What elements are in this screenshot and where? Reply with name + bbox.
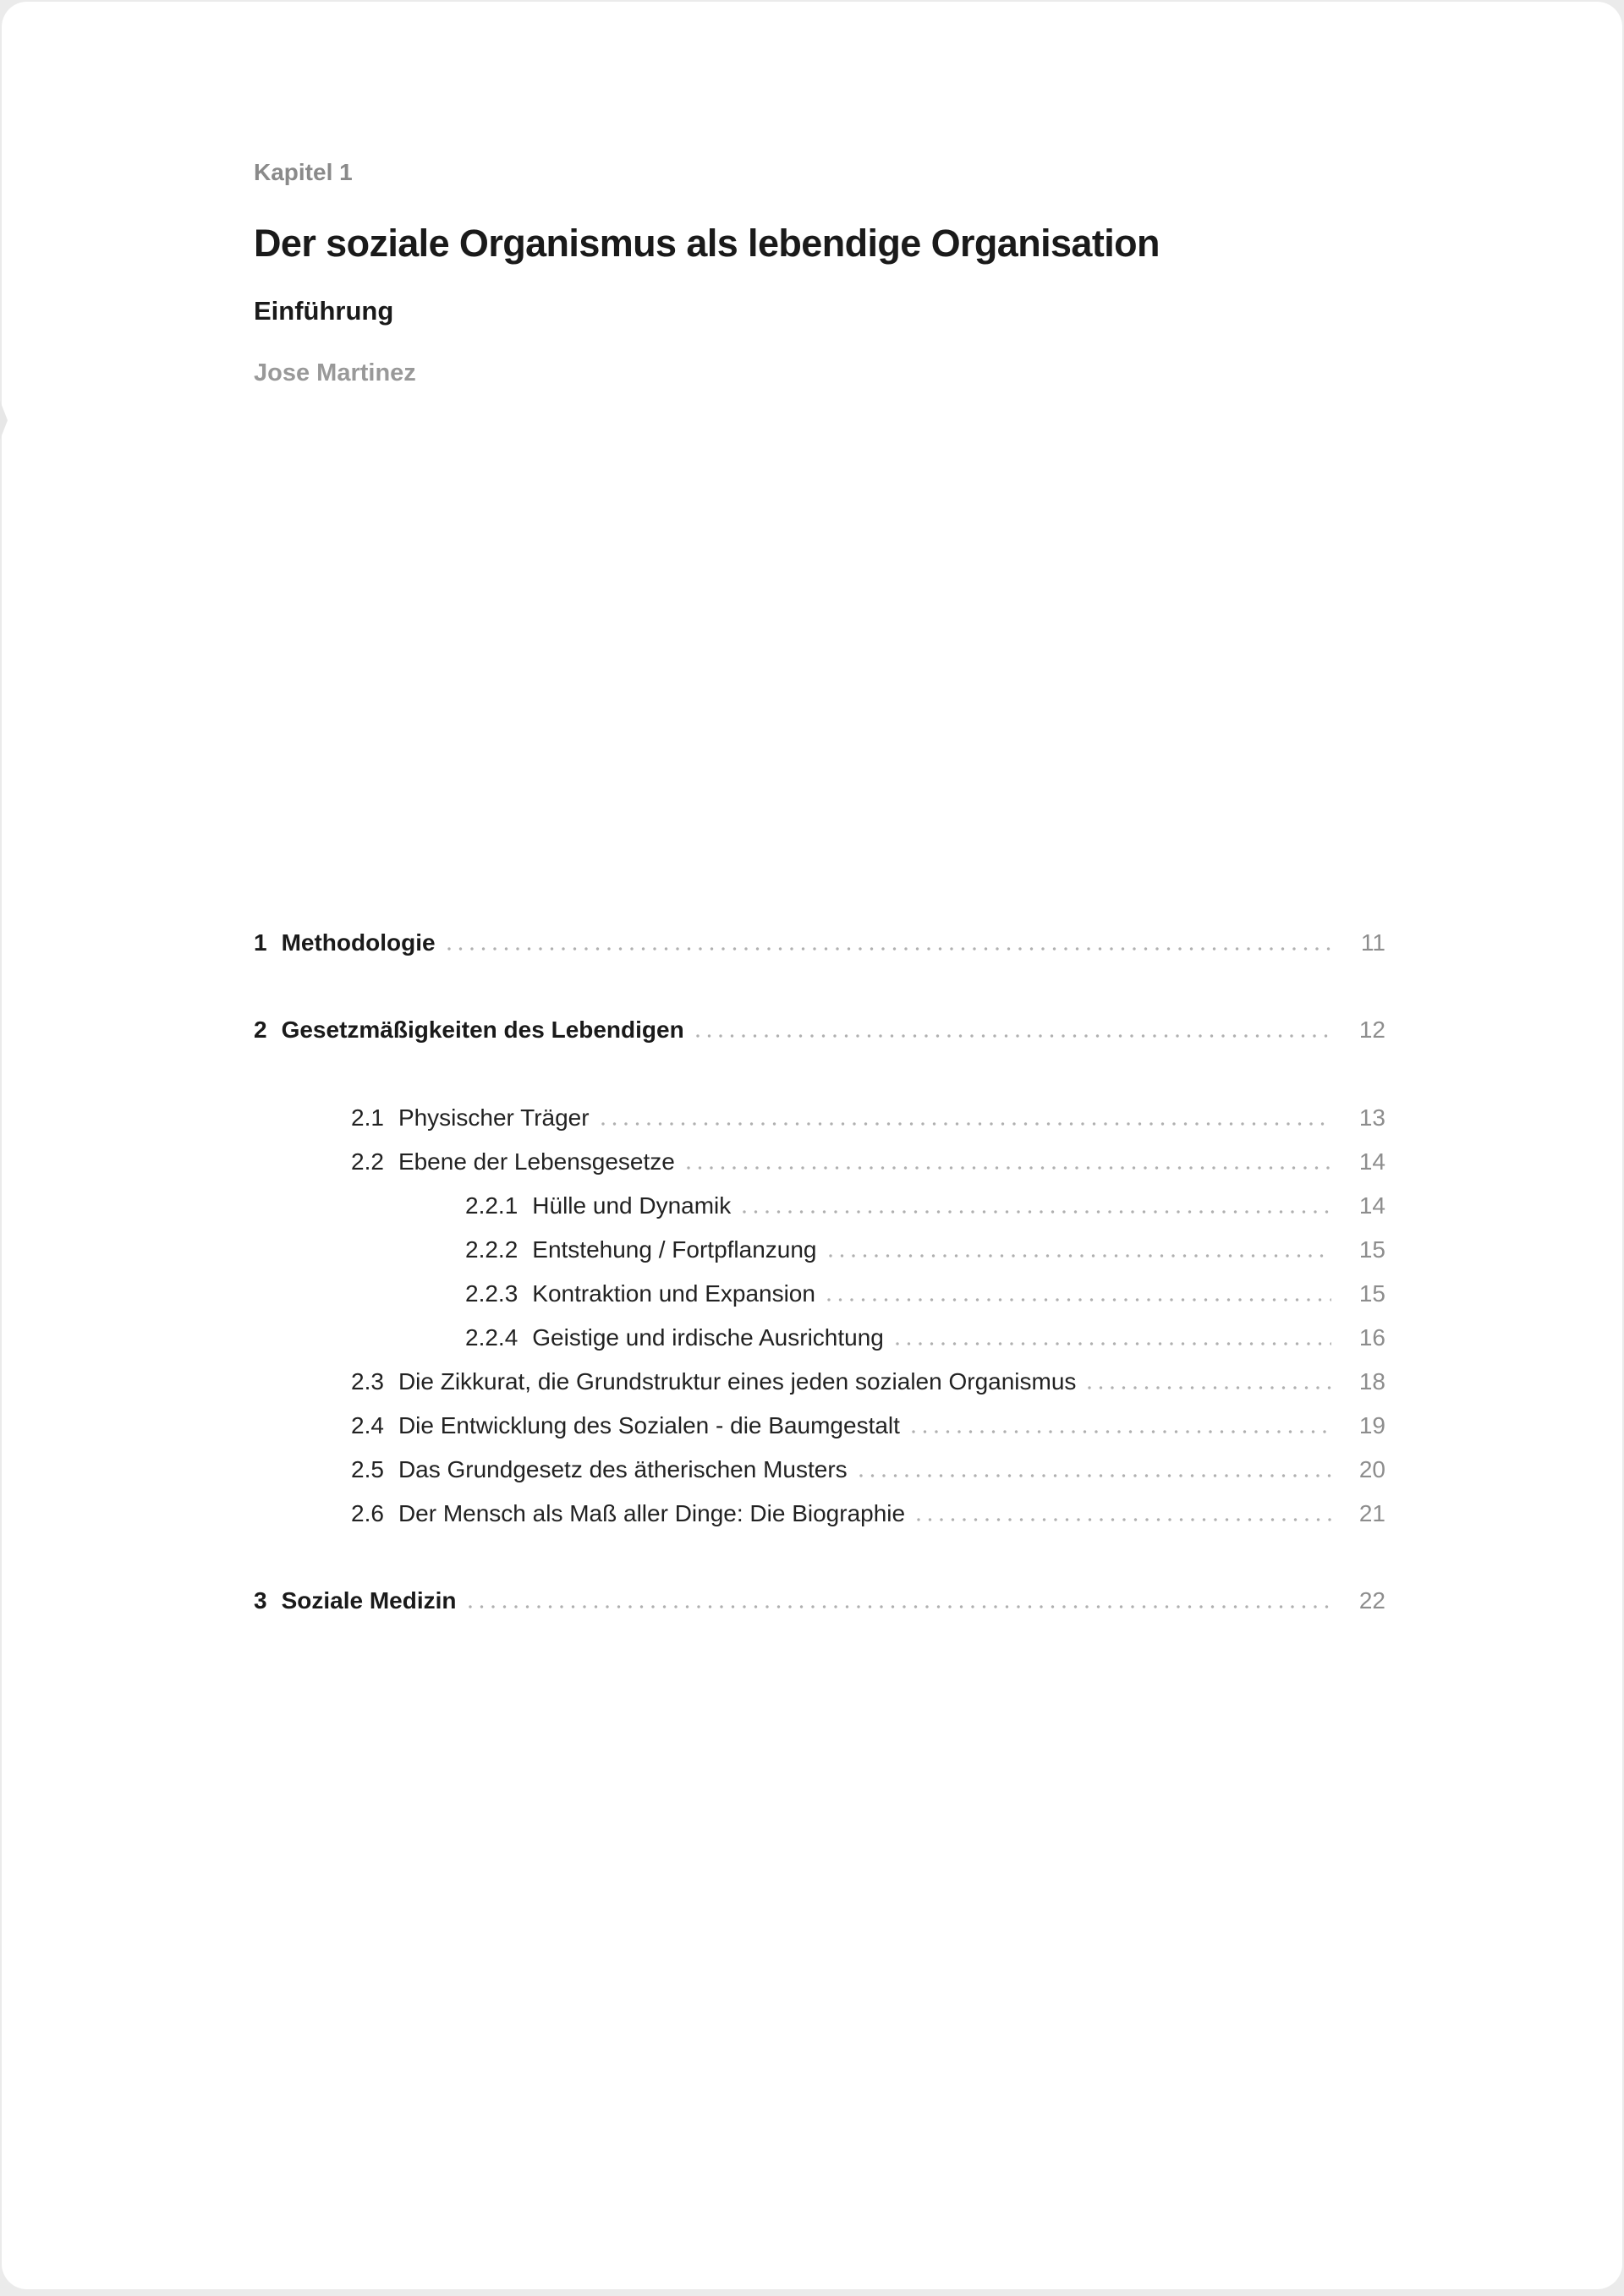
- table-of-contents: [254, 921, 1385, 1623]
- toc-entry-label: Geistige und irdische Ausrichtung: [532, 1324, 884, 1351]
- toc-entry-number: 1: [254, 929, 267, 956]
- toc-dot-leader: [598, 1096, 1331, 1140]
- toc-entry-label: Soziale Medizin: [281, 1587, 457, 1614]
- toc-page-number: 11: [1360, 929, 1385, 956]
- toc-entry-number: 2: [254, 1016, 267, 1043]
- toc-page-number: 16: [1358, 1324, 1385, 1351]
- toc-page-number: 20: [1358, 1456, 1385, 1482]
- toc-dot-leader: [826, 1228, 1332, 1272]
- toc-entry[interactable]: [254, 921, 1385, 965]
- toc-dot-leader: [908, 1404, 1331, 1448]
- toc-dot-leader: [914, 1492, 1331, 1536]
- toc-dot-leader: [465, 1579, 1331, 1623]
- toc-entry-number: 2.1: [351, 1104, 384, 1131]
- toc-entry[interactable]: [254, 1272, 1385, 1316]
- toc-page-number: 15: [1358, 1280, 1385, 1307]
- toc-entry[interactable]: [254, 1184, 1385, 1228]
- toc-entry[interactable]: [254, 1448, 1385, 1492]
- toc-entry[interactable]: [254, 1404, 1385, 1448]
- toc-entry[interactable]: [254, 1096, 1385, 1140]
- toc-page-number: 14: [1358, 1148, 1385, 1175]
- toc-entry[interactable]: [254, 1316, 1385, 1360]
- toc-entry-number: 2.2.4: [465, 1324, 518, 1351]
- toc-entry[interactable]: [254, 1140, 1385, 1184]
- toc-entry-label: Ebene der Lebensgesetze: [398, 1148, 675, 1175]
- chapter-title: Der soziale Organismus als lebendige Organisation: [254, 222, 1160, 265]
- toc-entry-number: 2.2.1: [465, 1192, 518, 1219]
- toc-entry-number: 2.2.2: [465, 1236, 518, 1263]
- chapter-subtitle: Einführung: [254, 296, 394, 326]
- toc-entry[interactable]: [254, 1228, 1385, 1272]
- toc-page-number: 21: [1358, 1500, 1385, 1526]
- toc-entry-label: Hülle und Dynamik: [532, 1192, 732, 1219]
- toc-page-number: 18: [1358, 1368, 1385, 1395]
- toc-entry-label: Der Mensch als Maß aller Dinge: Die Biographie: [398, 1500, 906, 1526]
- toc-entry[interactable]: [254, 1492, 1385, 1536]
- toc-entry-label: Die Zikkurat, die Grundstruktur eines jeden sozialen Organismus: [398, 1368, 1077, 1395]
- toc-dot-leader: [739, 1184, 1331, 1228]
- toc-entry-label: Entstehung / Fortpflanzung: [532, 1236, 817, 1263]
- toc-entry-number: 3: [254, 1587, 267, 1614]
- toc-entry[interactable]: [254, 1360, 1385, 1404]
- toc-entry-number: 2.2.3: [465, 1280, 518, 1307]
- toc-entry-number: 2.6: [351, 1500, 384, 1526]
- chapter-kicker: Kapitel 1: [254, 159, 353, 185]
- toc-dot-leader: [693, 1008, 1331, 1052]
- toc-page-number: 19: [1358, 1412, 1385, 1438]
- toc-entry[interactable]: [254, 1579, 1385, 1623]
- toc-dot-leader: [683, 1140, 1331, 1184]
- toc-page-number: 22: [1358, 1587, 1385, 1614]
- toc-entry-number: 2.4: [351, 1412, 384, 1438]
- toc-entry-label: Das Grundgesetz des ätherischen Musters: [398, 1456, 848, 1482]
- toc-page-number: 14: [1358, 1192, 1385, 1219]
- toc-entry-number: 2.3: [351, 1368, 384, 1395]
- toc-entry[interactable]: [254, 1008, 1385, 1052]
- toc-page-number: 12: [1358, 1016, 1385, 1043]
- toc-page-number: 13: [1358, 1104, 1385, 1131]
- toc-entry-number: 2.2: [351, 1148, 384, 1175]
- toc-dot-leader: [892, 1316, 1331, 1360]
- toc-entry-label: Die Entwicklung des Sozialen - die Baumgestalt: [398, 1412, 900, 1438]
- toc-entry-label: Kontraktion und Expansion: [532, 1280, 815, 1307]
- document-page: [2, 2, 1622, 2289]
- toc-entry-number: 2.5: [351, 1456, 384, 1482]
- toc-entry-label: Methodologie: [281, 929, 436, 956]
- author-name: Jose Martinez: [254, 359, 416, 386]
- toc-entry-label: Physischer Träger: [398, 1104, 590, 1131]
- toc-dot-leader: [1084, 1360, 1331, 1404]
- toc-page-number: 15: [1358, 1236, 1385, 1263]
- toc-dot-leader: [824, 1272, 1331, 1316]
- toc-dot-leader: [444, 921, 1331, 965]
- toc-entry-label: Gesetzmäßigkeiten des Lebendigen: [281, 1016, 684, 1043]
- toc-dot-leader: [856, 1448, 1331, 1492]
